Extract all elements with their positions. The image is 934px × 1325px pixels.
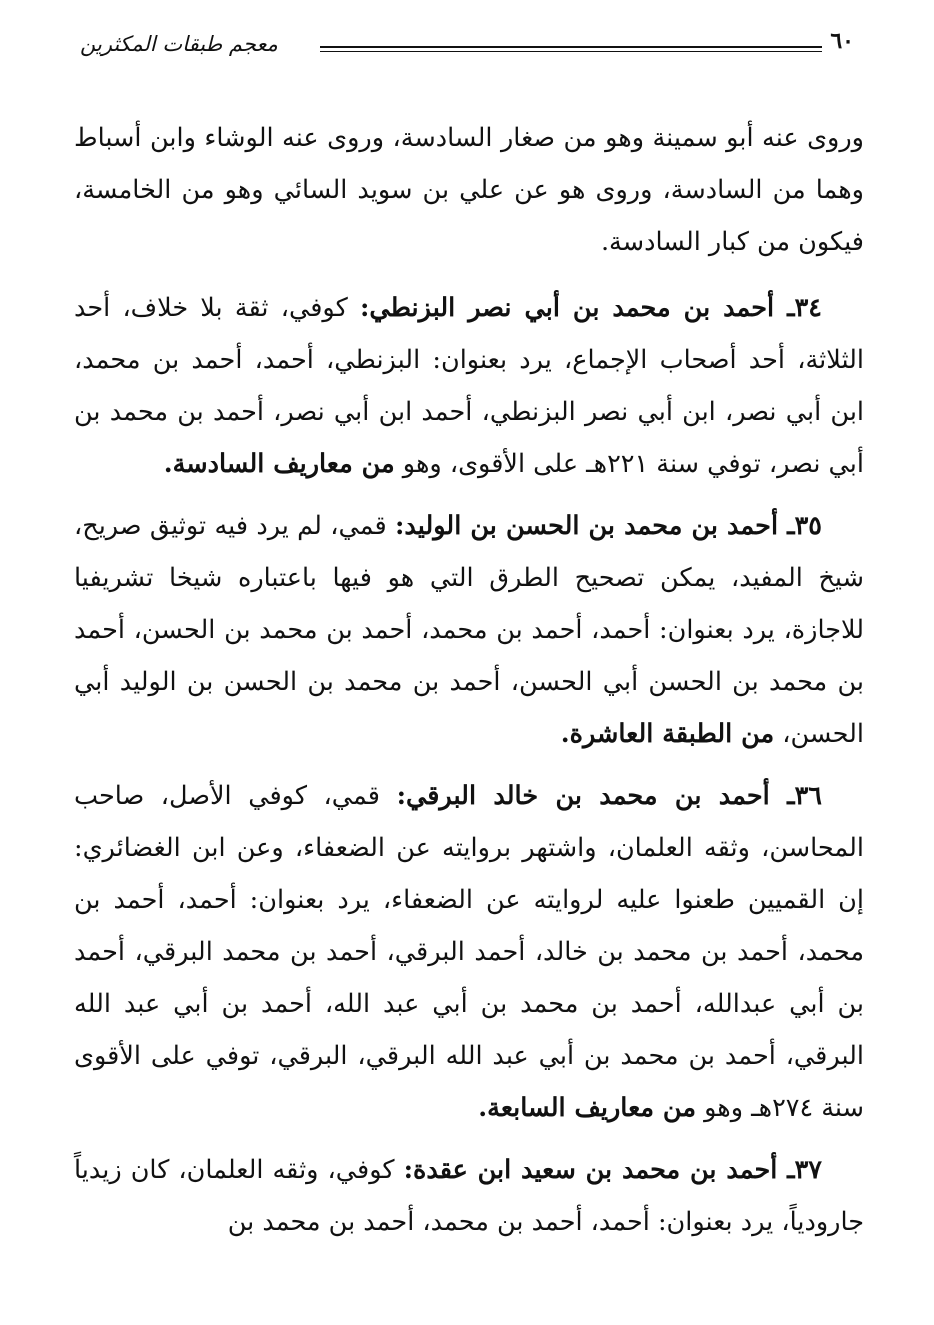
page-header	[80, 28, 862, 68]
entry-tier: من الطبقة العاشرة.	[560, 719, 775, 749]
page-body	[74, 112, 864, 1258]
entry-tier: من معاريف السابعة.	[478, 1093, 696, 1123]
continued-paragraph	[74, 112, 864, 268]
entry-34	[74, 282, 864, 490]
entry-heading: ٣٥ـ أحمد بن محمد بن الحسن بن الوليد:	[394, 511, 822, 541]
entry-text: كوفي، ثقة بلا خلاف، أحد الثلاثة، أحد أصحاب الإجماع، يرد بعنوان: البزنطي، أحمد، أحمد بن محمد، ابن أبي نصر، ابن أبي نصر البزنطي، أحمد ابن أبي نصر، أحمد بن محمد بن أبي نصر، توفي سنة ٢٢١هـ على الأقوى، وهو	[74, 293, 864, 479]
running-title: معجم طبقات المكثرين	[80, 32, 278, 56]
header-rule	[320, 46, 822, 52]
entry-37	[74, 1144, 864, 1248]
entry-text: قمي، لم يرد فيه توثيق صريح، شيخ المفيد، يمكن تصحيح الطرق التي هو فيها باعتباره شيخا تشريفيا للاجازة، يرد بعنوان: أحمد، أحمد بن محمد، أحمد بن محمد بن الحسن، أحمد بن محمد بن الحسن أبي الحسن، أحمد بن محمد بن الحسن بن الوليد أبي الحسن،	[74, 511, 864, 749]
entry-heading: ٣٧ـ أحمد بن محمد بن سعيد ابن عقدة:	[403, 1155, 822, 1185]
entry-36	[74, 770, 864, 1134]
entry-tier: من معاريف السادسة.	[163, 449, 395, 479]
page-number: ٦٠	[830, 28, 854, 54]
entry-heading: ٣٤ـ أحمد بن محمد بن أبي نصر البزنطي:	[359, 293, 822, 323]
entry-35	[74, 500, 864, 760]
entry-text: قمي، كوفي الأصل، صاحب المحاسن، وثقه العلمان، واشتهر بروايته عن الضعفاء، وعن ابن الغضائري: إن القميين طعنوا عليه لروايته عن الضعفاء، يرد بعنوان: أحمد، أحمد بن محمد، أحمد بن محمد بن خالد، أحمد البرقي، أحمد بن محمد البرقي، أحمد بن أبي عبدالله، أحمد بن محمد بن أبي عبد الله، أحمد بن أبي عبد الله البرقي، أحمد بن محمد بن أبي عبد الله البرقي، البرقي، توفي على الأقوى سنة ٢٧٤هـ وهو	[74, 781, 864, 1123]
entry-heading: ٣٦ـ أحمد بن محمد بن خالد البرقي:	[396, 781, 822, 811]
paragraph-text: وروى عنه أبو سمينة وهو من صغار السادسة، وروى عنه الوشاء وابن أسباط وهما من السادسة، وروى هو عن علي بن سويد السائي وهو من الخامسة، فيكون من كبار السادسة.	[74, 123, 864, 257]
entry-text: كوفي، وثقه العلمان، كان زيدياً جارودياً، يرد بعنوان: أحمد، أحمد بن محمد، أحمد بن محمد بن	[74, 1155, 864, 1237]
